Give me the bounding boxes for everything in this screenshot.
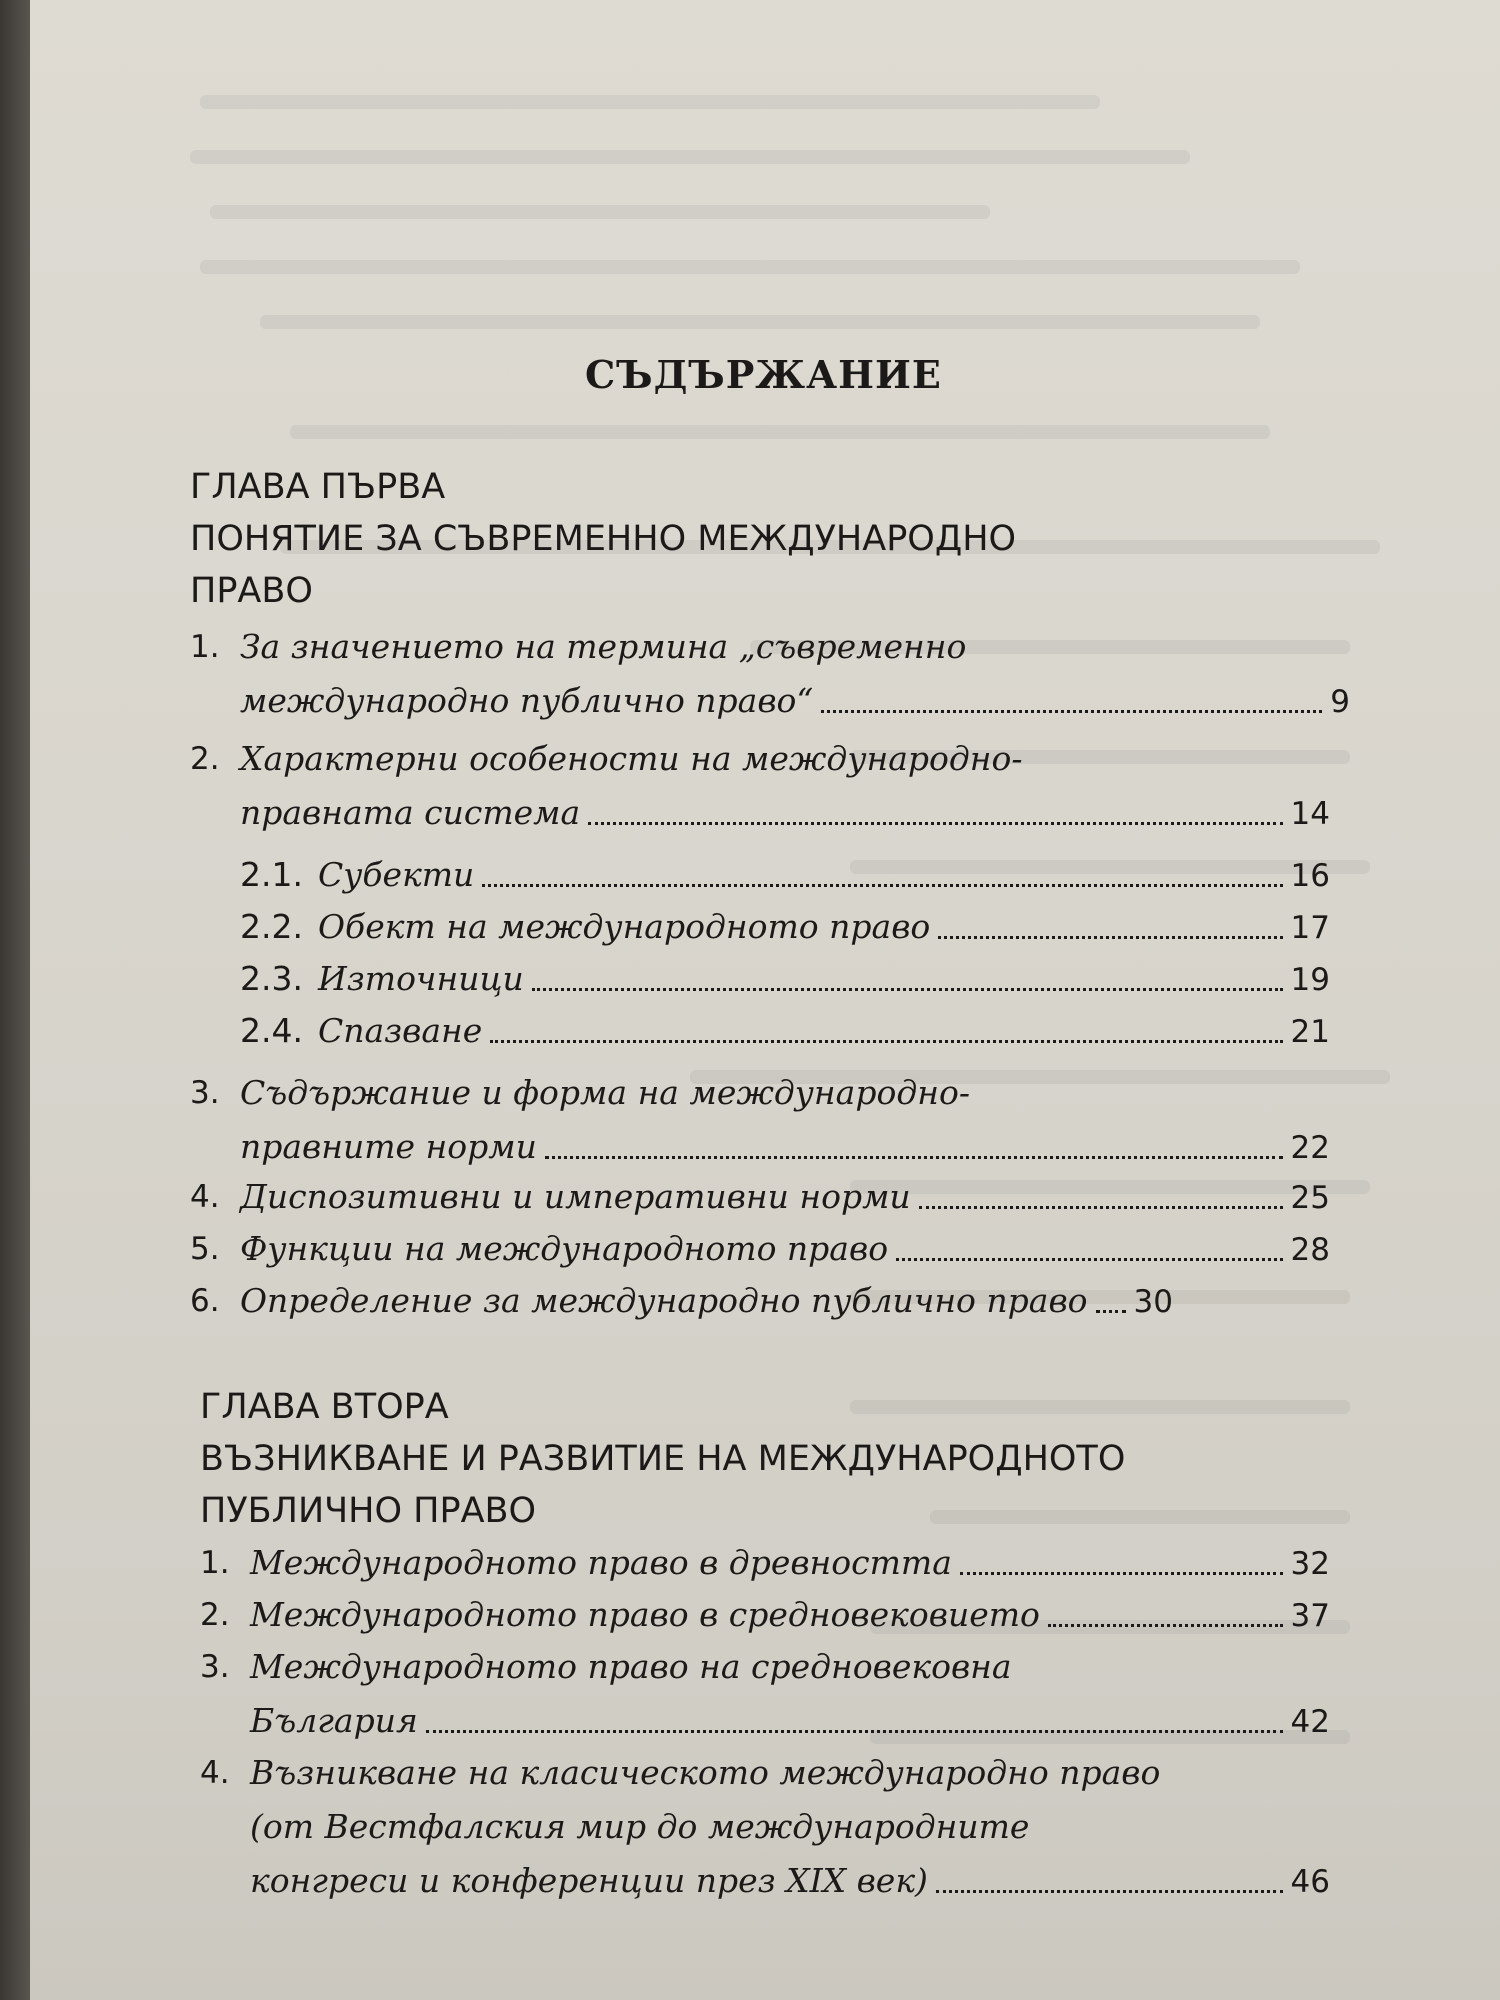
- page-number: 19: [1290, 962, 1330, 998]
- toc-entry: [240, 952, 1330, 1007]
- entry-number: 2.: [190, 741, 220, 777]
- entry-text-line: Възникване на класическото международно право: [250, 1753, 1161, 1792]
- chapter-2-title-line-1: ВЪЗНИКВАНЕ И РАЗВИТИЕ НА МЕЖДУНАРОДНОТО: [200, 1439, 1126, 1479]
- entry-number: 4.: [190, 1179, 220, 1215]
- toc-entry: [240, 1004, 1330, 1059]
- toc-entry: [240, 848, 1330, 903]
- page-number: 30: [1133, 1284, 1173, 1320]
- entry-number: 2.1.: [240, 855, 303, 894]
- leader-dots: [960, 1572, 1283, 1575]
- leader-dots: [1048, 1624, 1283, 1627]
- chapter-1-label: ГЛАВА ПЪРВА: [190, 467, 446, 507]
- leader-dots: [426, 1730, 1283, 1733]
- toc-entry: [190, 1222, 1330, 1277]
- photo-background-edge: [0, 0, 30, 2000]
- page-number: 16: [1290, 858, 1330, 894]
- chapter-2-title-line-2: ПУБЛИЧНО ПРАВО: [200, 1491, 537, 1531]
- chapter-2-label: ГЛАВА ВТОРА: [200, 1387, 449, 1427]
- entry-text-line: Обект на международното право: [318, 907, 931, 946]
- page-number: 22: [1290, 1130, 1330, 1166]
- leader-dots: [1096, 1310, 1126, 1313]
- entry-number: 2.: [200, 1597, 230, 1633]
- entry-text-line: международно публично право“: [240, 681, 814, 720]
- entry-text-line: Характерни особености на международно-: [240, 739, 1023, 778]
- toc-entry: [200, 1588, 1330, 1643]
- entry-text-line: Съдържание и форма на международно-: [240, 1073, 970, 1112]
- entry-number: 2.3.: [240, 959, 303, 998]
- entry-number: 2.4.: [240, 1011, 303, 1050]
- entry-text-line: правните норми: [240, 1127, 537, 1166]
- page-number: 9: [1330, 684, 1350, 720]
- toc-entry: [240, 900, 1330, 955]
- entry-number: 6.: [190, 1283, 220, 1319]
- book-page: [30, 0, 1500, 2000]
- leader-dots: [919, 1206, 1283, 1209]
- toc-entry: [190, 1066, 1330, 1175]
- toc-entry: [200, 1746, 1330, 1909]
- toc-entry: [190, 1170, 1330, 1225]
- chapter-1-title-line-1: ПОНЯТИЕ ЗА СЪВРЕМЕННО МЕЖДУНАРОДНО: [190, 519, 1017, 559]
- page-number: 25: [1290, 1180, 1330, 1216]
- page-number: 42: [1290, 1704, 1330, 1740]
- table-of-contents: [30, 0, 1500, 2000]
- page-number: 37: [1290, 1598, 1330, 1634]
- toc-entry: [190, 732, 1330, 841]
- entry-number: 1.: [190, 629, 220, 665]
- leader-dots: [936, 1890, 1283, 1893]
- page-number: 21: [1290, 1014, 1330, 1050]
- page-number: 46: [1290, 1864, 1330, 1900]
- entry-text-line: Международното право на средновековна: [250, 1647, 1012, 1686]
- entry-number: 4.: [200, 1755, 230, 1791]
- page-number: 17: [1290, 910, 1330, 946]
- entry-text-line: Определение за международно публично право: [240, 1281, 1088, 1320]
- leader-dots: [545, 1156, 1283, 1159]
- entry-number: 3.: [200, 1649, 230, 1685]
- entry-text-line: Източници: [318, 959, 524, 998]
- leader-dots: [588, 822, 1282, 825]
- leader-dots: [938, 936, 1282, 939]
- entry-number: 3.: [190, 1075, 220, 1111]
- entry-number: 5.: [190, 1231, 220, 1267]
- entry-number: 2.2.: [240, 907, 303, 946]
- entry-text-line: Международното право в древността: [250, 1543, 952, 1582]
- entry-text-line: правната система: [240, 793, 581, 832]
- page-number: 14: [1290, 796, 1330, 832]
- page-number: 28: [1290, 1232, 1330, 1268]
- leader-dots: [532, 988, 1283, 991]
- entry-text-line: Субекти: [318, 855, 475, 894]
- entry-text-line: България: [250, 1701, 418, 1740]
- leader-dots: [821, 710, 1322, 713]
- leader-dots: [490, 1040, 1282, 1043]
- leader-dots: [482, 884, 1282, 887]
- chapter-1-title-line-2: ПРАВО: [190, 571, 313, 611]
- entry-text-line: За значението на термина „съвременно: [240, 627, 967, 666]
- toc-entry: [190, 620, 1350, 729]
- entry-text-line: Функции на международното право: [240, 1229, 889, 1268]
- leader-dots: [896, 1258, 1282, 1261]
- toc-entry: [200, 1640, 1330, 1749]
- entry-number: 1.: [200, 1545, 230, 1581]
- page-title: СЪДЪРЖАНИЕ: [585, 352, 942, 397]
- toc-entry: [190, 1274, 1330, 1329]
- entry-text-line: Спазване: [318, 1011, 483, 1050]
- entry-text-line: Диспозитивни и императивни норми: [240, 1177, 911, 1216]
- entry-text-line: Международното право в средновековието: [250, 1595, 1040, 1634]
- entry-text-line: конгреси и конференции през XIX век): [250, 1861, 928, 1900]
- toc-entry: [200, 1536, 1330, 1591]
- entry-text-line: (от Вестфалския мир до международните: [250, 1807, 1030, 1846]
- page-number: 32: [1290, 1546, 1330, 1582]
